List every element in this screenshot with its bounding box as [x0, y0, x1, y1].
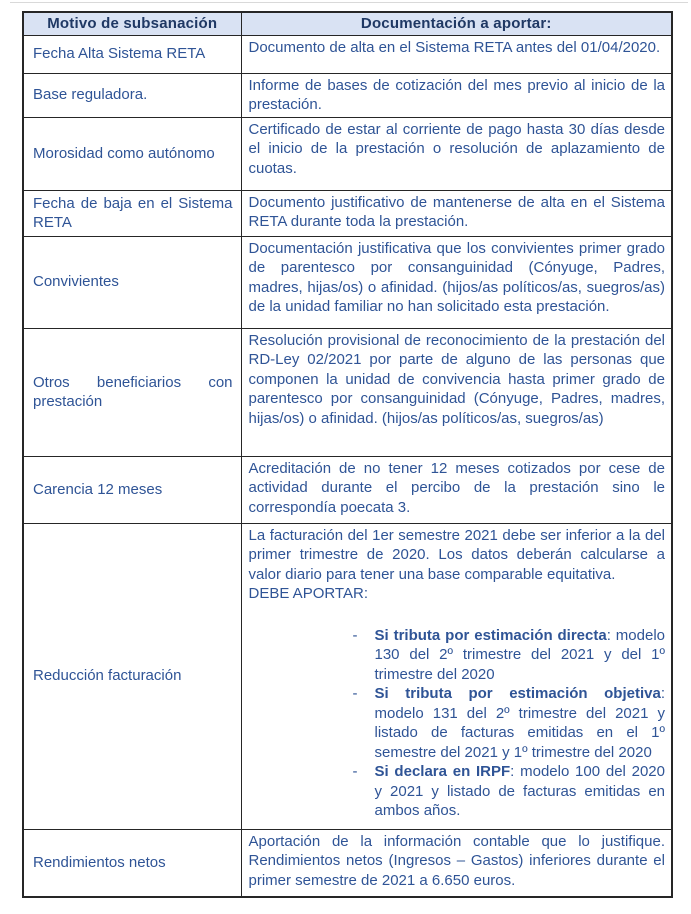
dash-marker: - — [352, 626, 358, 644]
motivo-cell: Convivientes — [23, 236, 241, 328]
motivo-cell: Carencia 12 meses — [23, 456, 241, 523]
documentacion-cell: Informe de bases de cotización del mes previo al inicio de la prestación. — [241, 73, 672, 117]
documentacion-cell: Aportación de la información contable que lo justifique. Rendimientos netos (Ingresos – Gastos) inferiores durante el primer semestre de 2021 a 6.650 euros. — [241, 829, 672, 897]
documentacion-cell — [241, 523, 672, 829]
documentacion-cell: Certificado de estar al corriente de pago hasta 30 días desde el inicio de la prestación o resolución de aplazamiento de cuotas. — [241, 117, 672, 190]
documentacion-cell: Documentación justificativa que los convivientes primer grado de parentesco por consanguinidad (Cónyuge, Padres, madres, hijas/os) o afinidad. (hijos/as políticos/as, suegros/as) de la unidad familiar no han solicitado esta prestación. — [241, 236, 672, 328]
page-top-divider — [10, 2, 688, 3]
table-row — [23, 236, 672, 328]
table-row — [23, 35, 672, 73]
bullet-bold-label: Si tributa por estimación directa — [374, 626, 607, 644]
dash-marker: - — [352, 763, 358, 780]
bullet-text — [375, 626, 666, 685]
bullet-detail: : modelo 130 del 2º trimestre del 2021 y del 1º trimestre del 2020 — [374, 626, 665, 683]
motivo-cell: Morosidad como autónomo — [23, 117, 241, 190]
motivo-cell: Fecha Alta Sistema RETA — [23, 35, 241, 73]
bullet-text — [375, 762, 666, 821]
dash-marker: - — [352, 685, 358, 702]
motivo-cell: Reducción facturación — [23, 523, 241, 829]
table-row — [23, 328, 672, 456]
motivo-cell: Otros beneficiarios con prestación — [23, 328, 241, 456]
documentacion-cell: Documento de alta en el Sistema RETA antes del 01/04/2020. — [241, 35, 672, 73]
motivo-cell: Fecha de baja en el Sistema RETA — [23, 190, 241, 236]
documentacion-cell: Resolución provisional de reconocimiento de la prestación del RD-Ley 02/2021 por parte de alguno de las personas que componen la unidad de convivencia hasta primer grado de parentesco por consanguinidad (Cónyuge, Padres, madres, hijas/os) o afinidad. (hijos/as políticos/as, suegros/as) — [241, 328, 672, 456]
bullet-detail: : modelo 100 del 2020 y 2021 y listado de facturas emitidas en ambos años. — [374, 763, 665, 819]
header-documentacion: Documentación a aportar: — [241, 12, 672, 35]
documentacion-cell: Acreditación de no tener 12 meses cotizados por cese de actividad durante el percibo de la prestación sino le correspondía poecata 3. — [241, 456, 672, 523]
bullet-text — [375, 684, 666, 762]
debe-aportar-label: DEBE APORTAR: — [248, 585, 368, 602]
header-motivo: Motivo de subsanación — [23, 12, 241, 35]
table-row — [23, 117, 672, 190]
table-row — [23, 523, 672, 829]
bullet-list — [353, 626, 666, 821]
facturacion-intro-text: La facturación del 1er semestre 2021 debe ser inferior a la del primer trimestre de 2020. Los datos deberán calcularse a valor diario para tener una base comparable equitativa. — [248, 526, 665, 583]
table-header-row — [23, 12, 672, 35]
list-item — [353, 762, 666, 821]
table-row — [23, 190, 672, 236]
list-item — [353, 684, 666, 762]
table-row — [23, 829, 672, 897]
bullet-bold-label: Si declara en IRPF — [374, 763, 511, 780]
bullet-detail: : modelo 131 del 2º trimestre del 2021 y listado de facturas emitidas en el 1º semestre del 2021 y 1º trimestre del 2020 — [374, 685, 665, 761]
table-row — [23, 456, 672, 523]
documentacion-cell: Documento justificativo de mantenerse de alta en el Sistema RETA durante toda la prestación. — [241, 190, 672, 236]
bullet-bold-label: Si tributa por estimación objetiva — [374, 685, 661, 702]
motivo-cell: Base reguladora. — [23, 73, 241, 117]
subsanacion-table — [22, 11, 673, 898]
list-item — [353, 626, 666, 685]
table-row — [23, 73, 672, 117]
motivo-cell: Rendimientos netos — [23, 829, 241, 897]
